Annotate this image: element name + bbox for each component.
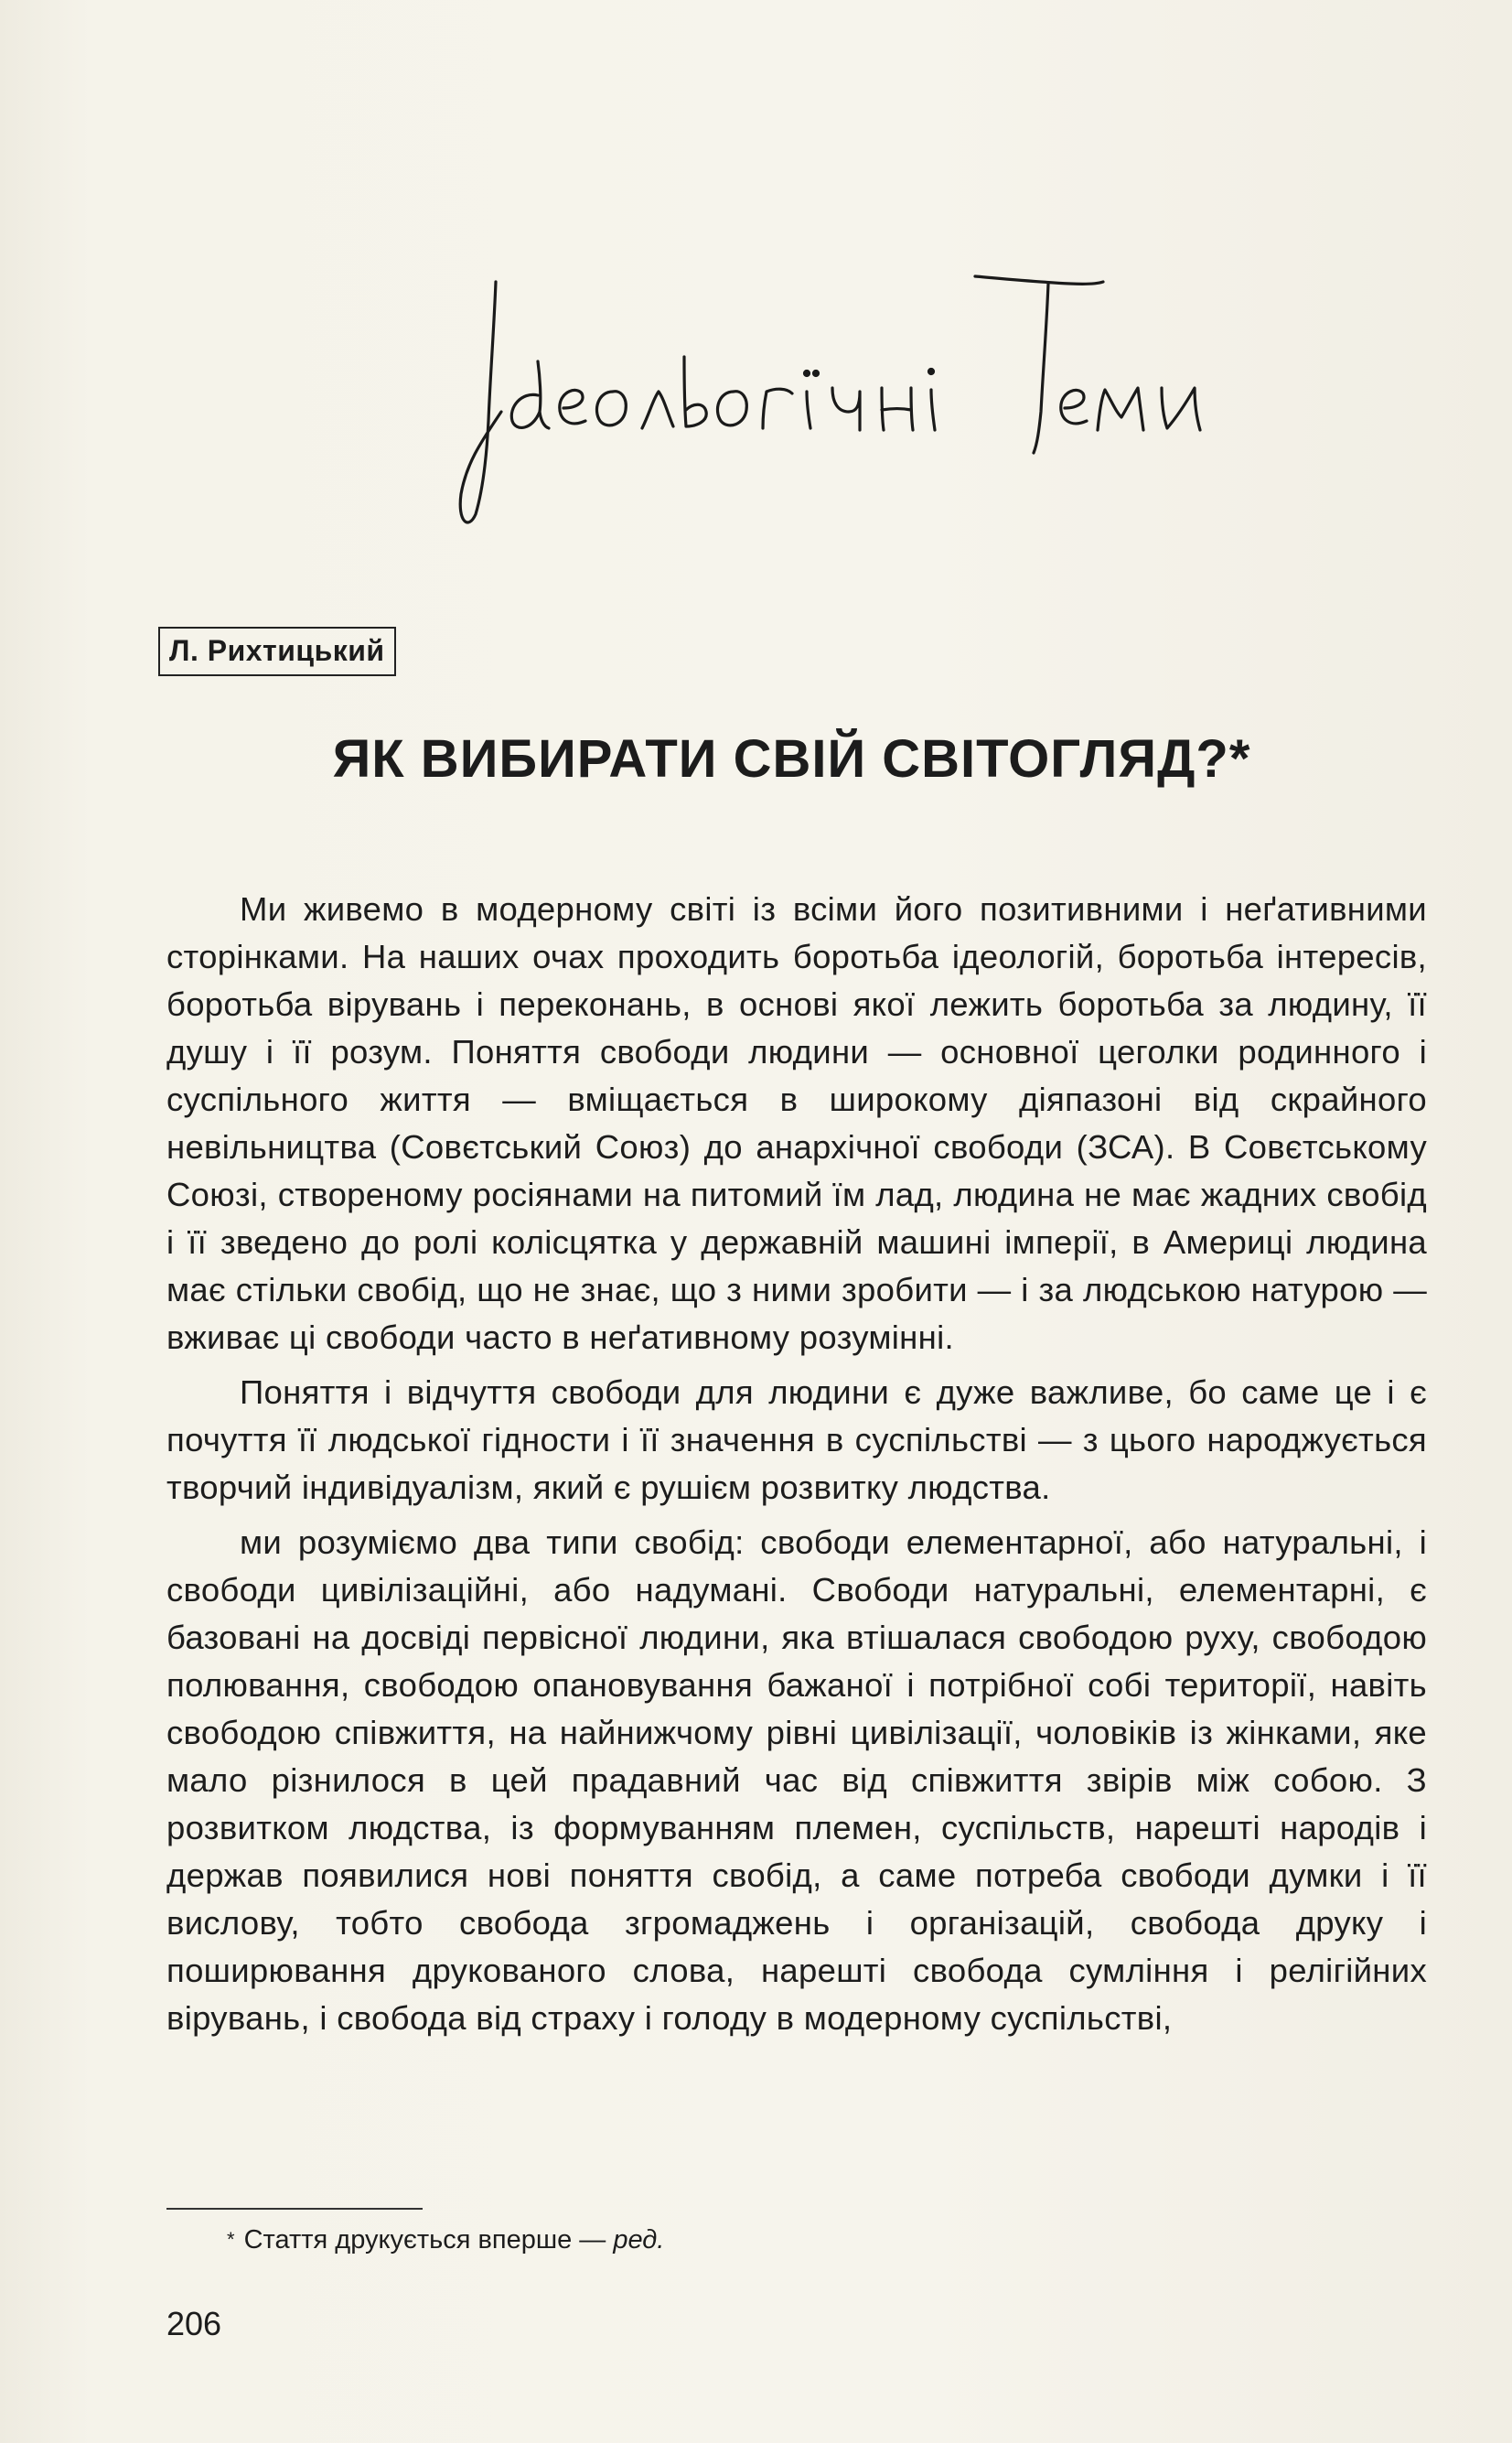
footnote-divider	[166, 2208, 423, 2210]
footnote-editor-note: ред.	[613, 2225, 665, 2255]
footnote-mark: *	[227, 2228, 235, 2251]
footnote	[227, 2222, 664, 2258]
section-heading	[430, 274, 1253, 549]
paragraph: Поняття і відчуття свободи для людини є дуже важливе, бо саме це і є почуття її людської гідности і її значення в суспільстві — з цього народжується творчий індивідуалізм, який є рушієм розвитку людства.	[166, 1373, 1427, 1506]
article-title: ЯК ВИБИРАТИ СВІЙ СВІТОГЛЯД?*	[332, 729, 1251, 789]
footnote-text: Стаття друкується вперше —	[243, 2225, 614, 2255]
page-number: 206	[166, 2305, 222, 2342]
article-body	[166, 886, 1427, 2050]
handwritten-section-heading	[430, 274, 1253, 549]
paragraph: ми розуміємо два типи свобід: свободи елементарної, або натуральні, і свободи цивілізаційні, або надумані. Свободи натуральні, елементарні, є базовані на досвіді первісної людини, яка втішалася свободою руху, свободою полювання, свободою опановування бажаної і потрібної собі території, навіть свободою співжиття, на найнижчому рівні цивілізації, чоловіків із жінками, яке мало різнилося в цей прадавний час від співжиття звірів між собою. З розвитком людства, із формуванням племен, суспільств, нарешті народів і держав появилися нові поняття свобід, а саме потреба свободи думки і її вислову, тобто свобода згромаджень і організацій, свобода друку і поширювання друкованого слова, нарешті свобода сумління і релігійних вірувань, і свобода від страху і голоду в модерному суспільстві,	[166, 1523, 1427, 2037]
author-name: Л. Рихтицький	[158, 627, 396, 676]
paragraph: Ми живемо в модерному світі із всіми його позитивними і неґативними сторінками. На наших очах проходить боротьба ідеологій, боротьба інтересів, боротьба вірувань і переконань, в основі якої лежить боротьба за людину, її душу і її розум. Поняття свободи людини — основної цеголки родинного і суспільного життя — вміщається в широкому діяпазоні від скрайного невільництва (Совєтський Союз) до анархічної свободи (ЗСА). В Совєтському Союзі, створеному росіянами на питомий їм лад, людина не має жадних свобід і її зведено до ролі колісцятка у державній машині імперії, в Америці людина має стільки свобід, що не знає, що з ними зробити — і за людською натурою — вживає ці свободи часто в неґативному розумінні.	[166, 890, 1427, 1356]
